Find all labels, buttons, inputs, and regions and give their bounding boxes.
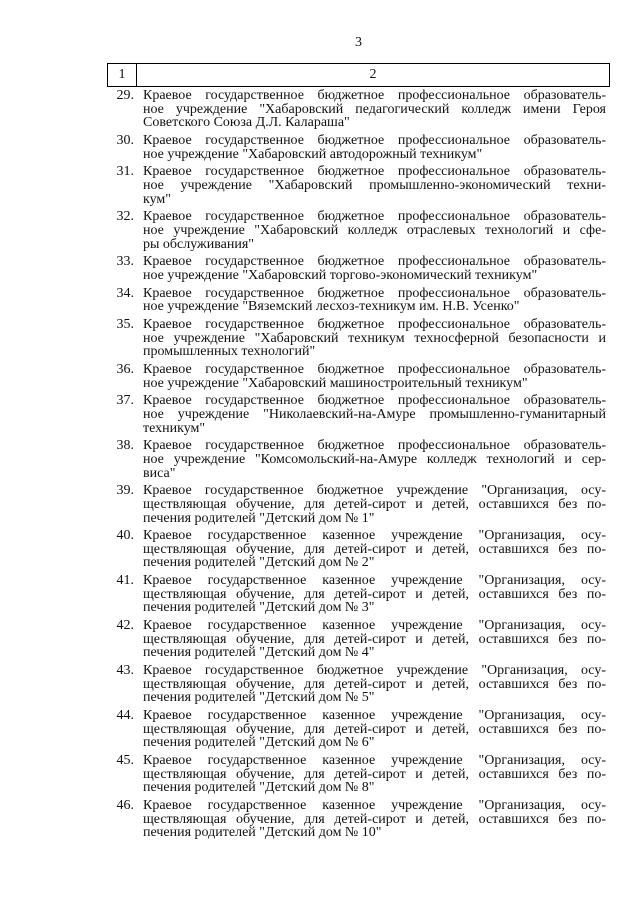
item-text-line: ное учреждение "Хабаровский машиностроительный техникум" xyxy=(143,375,528,391)
item-text-line: Краевое государственное казенное учреждение "Организация, осу- xyxy=(143,573,606,589)
item-text-line: ное учреждение "Хабаровский промышленно-экономический техни- xyxy=(143,177,606,193)
list-item xyxy=(107,574,606,615)
item-text-line: Краевое государственное бюджетное профессиональное образователь- xyxy=(143,209,606,225)
item-text-line: ное учреждение "Николаевский-на-Амуре промышленно-гуманитарный xyxy=(143,406,606,422)
item-text-line: ществляющая обучение, для детей-сирот и детей, оставшихся без по- xyxy=(143,541,606,557)
item-text-line: Краевое государственное бюджетное профессиональное образователь- xyxy=(143,132,606,148)
item-text-line: Краевое государственное бюджетное профессиональное образователь- xyxy=(143,164,606,180)
item-number: 42. xyxy=(116,618,134,634)
item-text xyxy=(143,210,606,251)
item-text-line: ное учреждение "Хабаровский колледж отраслевых технологий и сфе- xyxy=(143,222,606,238)
item-number: 32. xyxy=(116,209,134,225)
item-text-line: ное учреждение "Хабаровский педагогический колледж имени Героя xyxy=(143,101,606,117)
item-text-line: Краевое государственное бюджетное профессиональное образователь- xyxy=(143,438,606,454)
item-text-line: ное учреждение "Вяземский лесхоз-техникум им. Н.В. Усенко" xyxy=(143,299,520,315)
item-text-line: Краевое государственное бюджетное профессиональное образователь- xyxy=(143,254,606,270)
column-header-2: 2 xyxy=(369,67,377,82)
item-text-line: ры обслуживания" xyxy=(143,236,254,252)
item-text-line: Краевое государственное казенное учреждение "Организация, осу- xyxy=(143,798,606,814)
item-text xyxy=(143,439,606,480)
item-text-line: ществляющая обучение, для детей-сирот и детей, оставшихся без по- xyxy=(143,721,606,737)
list-item xyxy=(107,165,606,206)
item-number: 37. xyxy=(116,393,134,409)
item-number: 29. xyxy=(116,88,134,103)
item-text xyxy=(143,754,606,795)
item-text-line: печения родителей "Детский дом № 8" xyxy=(143,780,375,796)
list-item xyxy=(107,754,606,795)
list-item xyxy=(107,664,606,705)
item-number: 33. xyxy=(116,254,134,270)
item-text-line: Краевое государственное бюджетное профессиональное образователь- xyxy=(143,393,606,409)
item-text-line: Краевое государственное бюджетное профессиональное образователь- xyxy=(143,317,606,333)
item-number: 40. xyxy=(116,528,134,544)
list-item xyxy=(107,439,606,480)
item-text xyxy=(143,709,606,750)
item-number: 39. xyxy=(116,483,134,499)
item-text-line: Краевое государственное бюджетное учреждение "Организация, осу- xyxy=(143,483,606,499)
item-text-line: Краевое государственное бюджетное профессиональное образователь- xyxy=(143,285,606,301)
item-number: 41. xyxy=(116,573,134,589)
item-text-line: ное учреждение "Хабаровский торгово-экономический техникум" xyxy=(143,267,538,283)
item-text-line: ное учреждение "Комсомольский-на-Амуре колледж технологий и сер- xyxy=(143,451,606,467)
list-item xyxy=(107,484,606,525)
item-text-line: Краевое государственное казенное учреждение "Организация, осу- xyxy=(143,708,606,724)
item-text xyxy=(143,134,606,161)
item-text-line: печения родителей "Детский дом № 5" xyxy=(143,690,375,706)
item-number: 30. xyxy=(116,132,134,148)
item-text-line: ществляющая обучение, для детей-сирот и детей, оставшихся без по- xyxy=(143,631,606,647)
item-text xyxy=(143,799,606,840)
item-number: 34. xyxy=(116,285,134,301)
item-text-line: ществляющая обучение, для детей-сирот и детей, оставшихся без по- xyxy=(143,811,606,827)
item-text xyxy=(143,529,606,570)
item-text-line: ществляющая обучение, для детей-сирот и детей, оставшихся без по- xyxy=(143,766,606,782)
item-text xyxy=(143,619,606,660)
item-text-line: ное учреждение "Хабаровский автодорожный техникум" xyxy=(143,146,483,162)
list-item xyxy=(107,619,606,660)
item-text-line: техникум" xyxy=(143,420,206,436)
list-item xyxy=(107,799,606,840)
item-text xyxy=(143,484,606,525)
item-text-line: ществляющая обучение, для детей-сирот и детей, оставшихся без по- xyxy=(143,676,606,692)
item-text-line: печения родителей "Детский дом № 6" xyxy=(143,735,375,751)
item-text-line: кум" xyxy=(143,191,171,207)
item-text-line: ное учреждение "Хабаровский техникум техносферной безопасности и xyxy=(143,330,606,346)
list-item xyxy=(107,363,606,390)
list-item xyxy=(107,529,606,570)
list-item xyxy=(107,134,606,161)
page-number: 3 xyxy=(355,35,362,50)
list-item xyxy=(107,287,606,314)
item-number: 43. xyxy=(116,663,134,679)
item-text-line: Краевое государственное бюджетное профессиональное образователь- xyxy=(143,88,606,103)
item-text-line: печения родителей "Детский дом № 4" xyxy=(143,645,375,661)
list-item xyxy=(107,255,606,282)
item-number: 45. xyxy=(116,753,134,769)
item-text xyxy=(143,574,606,615)
item-text xyxy=(143,664,606,705)
list-item xyxy=(107,394,606,435)
item-text xyxy=(143,165,606,206)
item-text-line: Краевое государственное казенное учреждение "Организация, осу- xyxy=(143,753,606,769)
item-number: 44. xyxy=(116,708,134,724)
item-text xyxy=(143,318,606,359)
list-item xyxy=(107,210,606,251)
list-item xyxy=(107,318,606,359)
item-text xyxy=(143,89,606,130)
institution-list xyxy=(107,89,606,844)
list-item xyxy=(107,89,606,130)
item-text-line: Краевое государственное бюджетное учреждение "Организация, осу- xyxy=(143,663,606,679)
item-text-line: Краевое государственное бюджетное профессиональное образователь- xyxy=(143,362,606,377)
item-text xyxy=(143,255,606,282)
item-text-line: виса" xyxy=(143,465,176,481)
item-text xyxy=(143,363,606,390)
item-text-line: печения родителей "Детский дом № 2" xyxy=(143,555,375,571)
table-header xyxy=(107,63,610,87)
item-text-line: ществляющая обучение, для детей-сирот и детей, оставшихся без по- xyxy=(143,496,606,512)
item-number: 36. xyxy=(116,362,134,377)
item-text-line: ществляющая обучение, для детей-сирот и детей, оставшихся без по- xyxy=(143,586,606,602)
item-text-line: печения родителей "Детский дом № 10" xyxy=(143,825,382,841)
item-text xyxy=(143,287,606,314)
item-text-line: печения родителей "Детский дом № 3" xyxy=(143,600,375,616)
item-text-line: промышленных технологий" xyxy=(143,344,316,360)
item-text-line: Краевое государственное казенное учреждение "Организация, осу- xyxy=(143,528,606,544)
item-text-line: Советского Союза Д.Л. Калараша" xyxy=(143,115,350,131)
item-number: 31. xyxy=(116,164,134,180)
list-item xyxy=(107,709,606,750)
item-text xyxy=(143,394,606,435)
item-number: 46. xyxy=(116,798,134,814)
column-header-1: 1 xyxy=(108,64,137,86)
item-text-line: печения родителей "Детский дом № 1" xyxy=(143,510,375,526)
item-number: 35. xyxy=(116,317,134,333)
item-text-line: Краевое государственное казенное учреждение "Организация, осу- xyxy=(143,618,606,634)
item-number: 38. xyxy=(116,438,134,454)
